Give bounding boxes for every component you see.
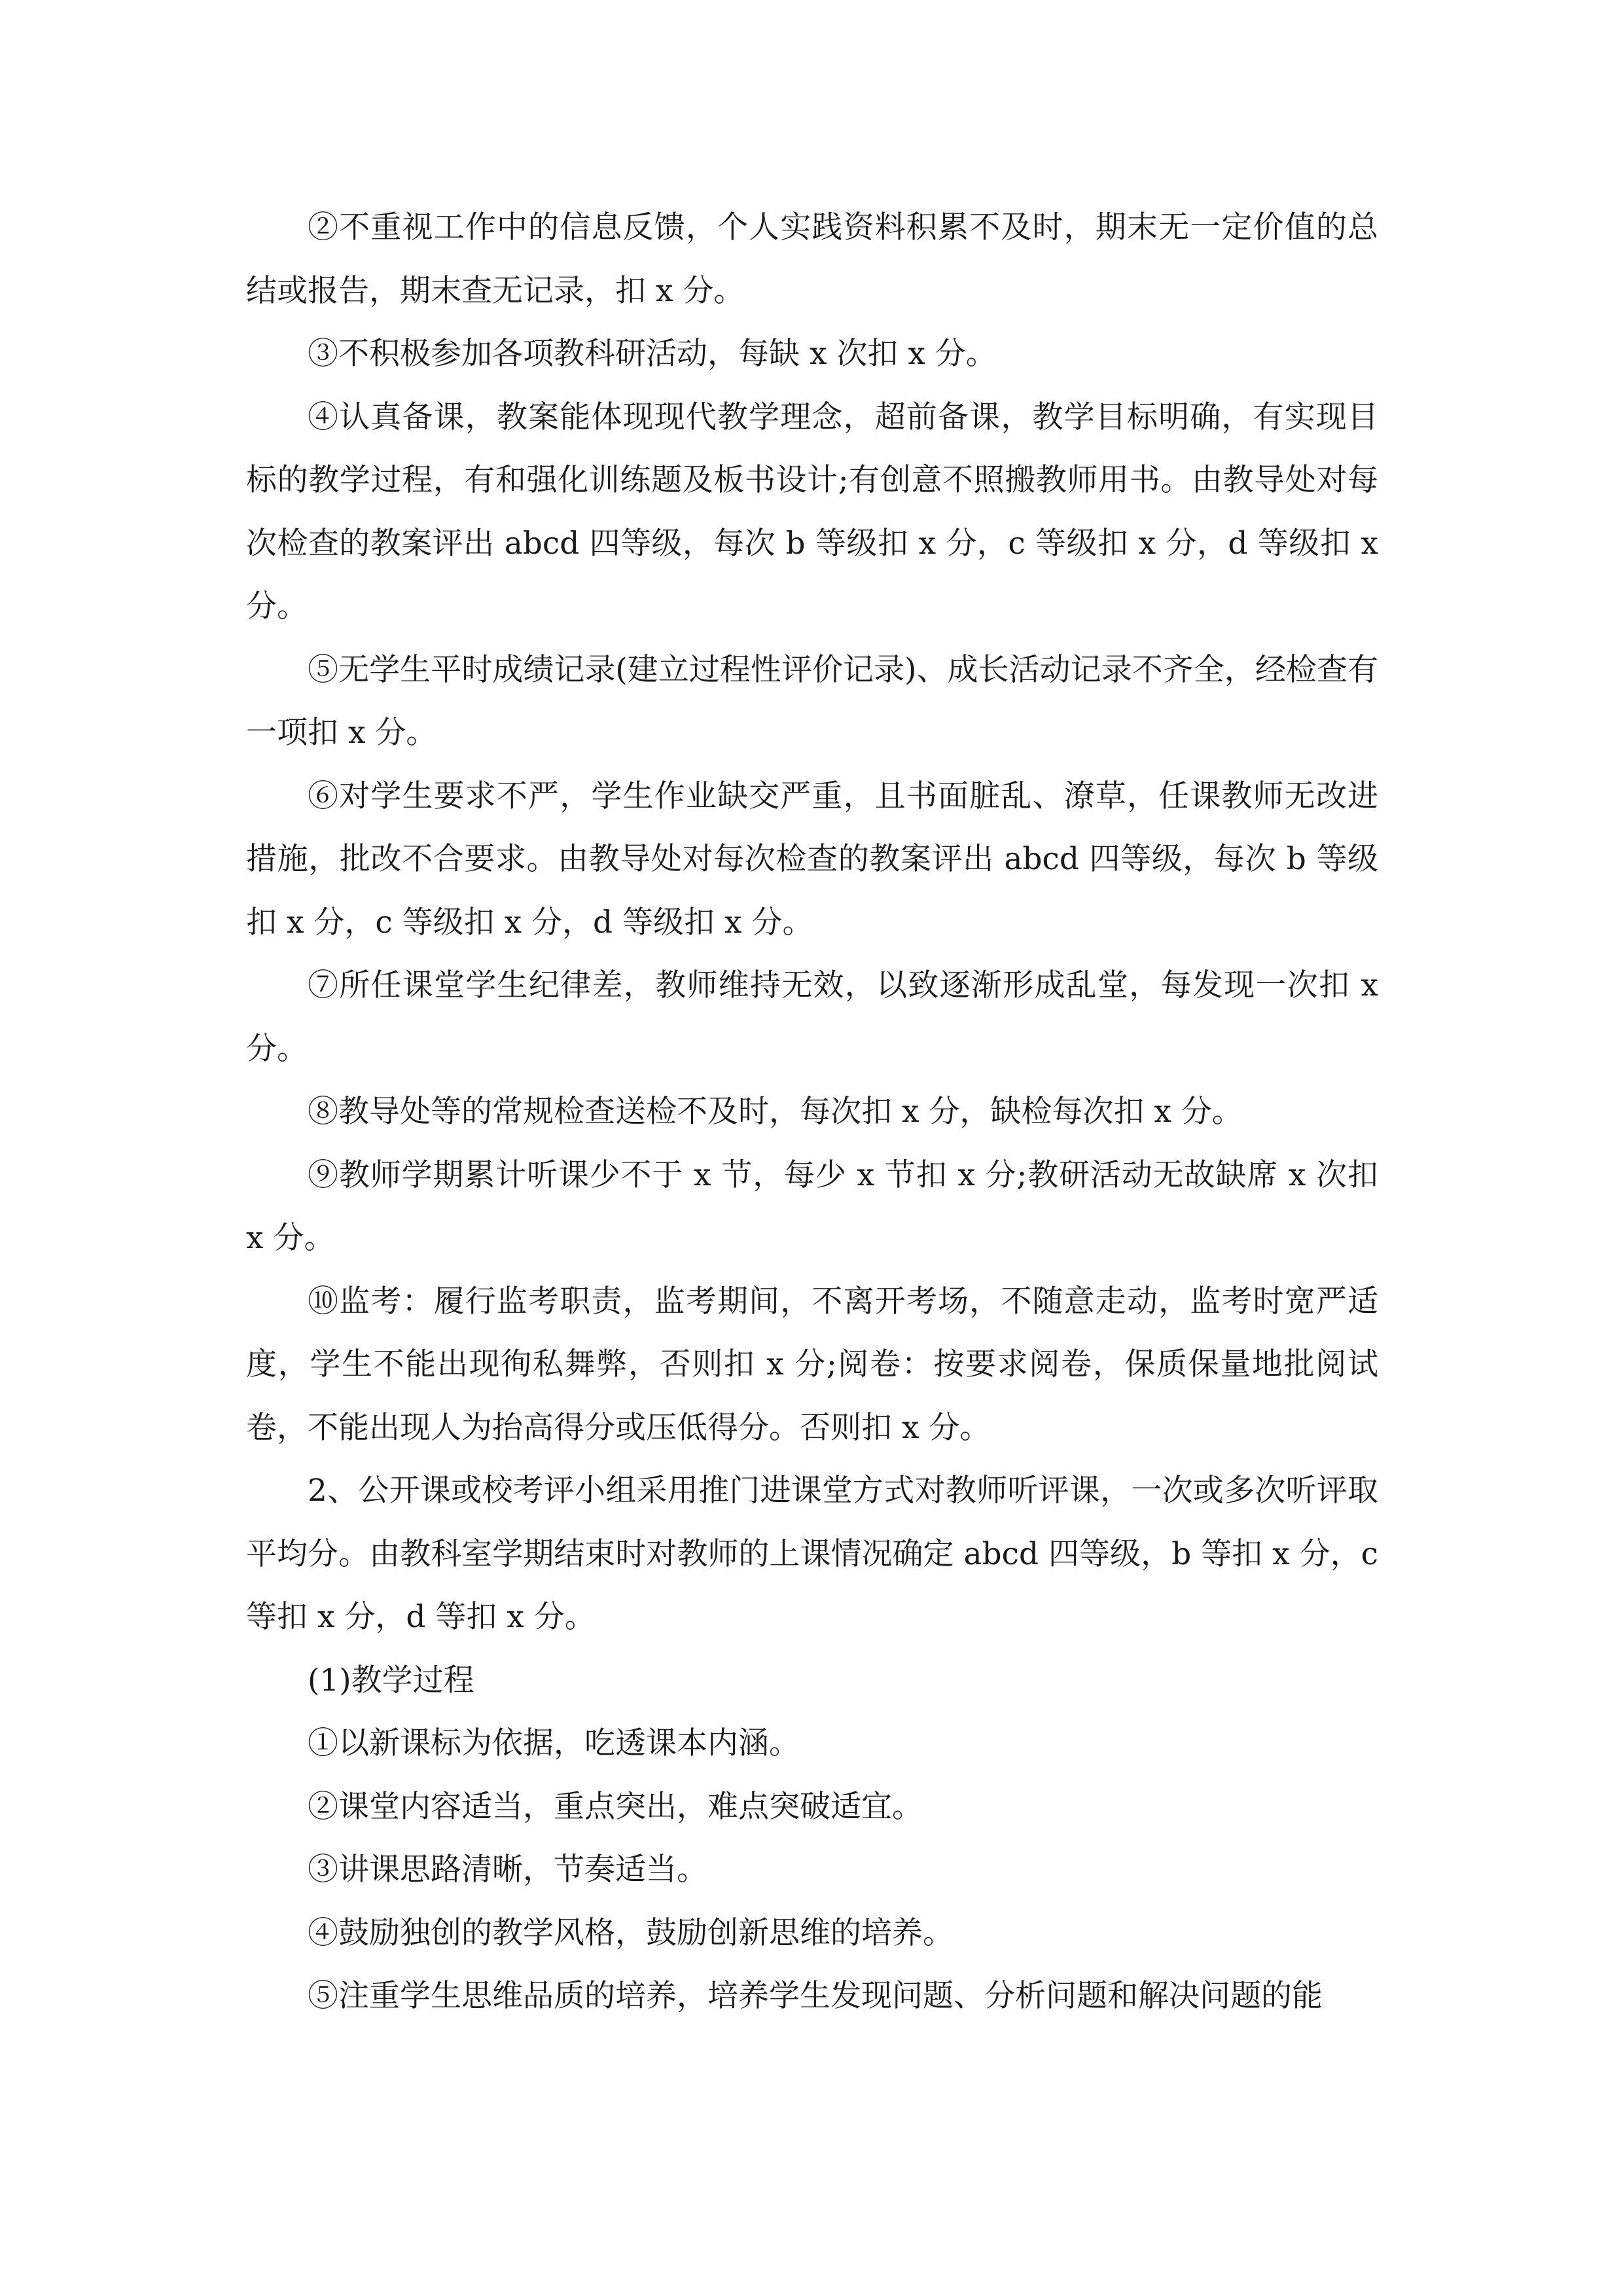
paragraph-item-7-discipline: ⑦所任课堂学生纪律差，教师维持无效，以致逐渐形成乱堂，每发现一次扣 x 分。 (246, 967, 1378, 1067)
paragraph-item-8-inspection: ⑧教导处等的常规检查送检不及时，每次扣 x 分，缺检每次扣 x 分。 (308, 1094, 1243, 1130)
paragraph-item-3-research: ③不积极参加各项教科研活动，每缺 x 次扣 x 分。 (308, 336, 997, 372)
paragraph-process-4: ④鼓励独创的教学风格，鼓励创新思维的培养。 (308, 1914, 954, 1951)
paragraph-item-9-observation: ⑨教师学期累计听课少不于 x 节，每少 x 节扣 x 分;教研活动无故缺席 x 次扣 x 分。 (246, 1157, 1378, 1256)
document-body (246, 196, 1378, 2028)
paragraph-process-5: ⑤注重学生思维品质的培养，培养学生发现问题、分析问题和解决问题的能 (308, 1978, 1323, 2014)
paragraph-item-4-lesson-prep: ④认真备课，教案能体现现代教学理念，超前备课，教学目标明确，有实现目标的教学过程，有和强化训练题及板书设计;有创意不照搬教师用书。由教导处对每次检查的教案评出 abcd 四等级，每次 b 等级扣 x 分，c 等级扣 x 分，d 等级扣 x 分。 (246, 399, 1378, 624)
paragraph-process-1: ①以新课标为依据，吃透课本内涵。 (308, 1725, 800, 1761)
paragraph-process-2: ②课堂内容适当，重点突出，难点突破适宜。 (308, 1788, 923, 1825)
paragraph-section-2-open-class: 2、公开课或校考评小组采用推门进课堂方式对教师听评课，一次或多次听评取平均分。由教科室学期结束时对教师的上课情况确定 abcd 四等级，b 等扣 x 分，c 等扣 x 分，d 等扣 x 分。 (246, 1473, 1378, 1635)
subheading-teaching-process: (1)教学过程 (308, 1662, 474, 1698)
paragraph-item-6-homework: ⑥对学生要求不严，学生作业缺交严重，且书面脏乱、潦草，任课教师无改进措施，批改不合要求。由教导处对每次检查的教案评出 abcd 四等级，每次 b 等级扣 x 分，c 等级扣 x 分，d 等级扣 x 分。 (246, 778, 1378, 941)
paragraph-process-3: ③讲课思路清晰，节奏适当。 (308, 1852, 707, 1888)
paragraph-item-5-records: ⑤无学生平时成绩记录(建立过程性评价记录)、成长活动记录不齐全，经检查有一项扣 x 分。 (246, 651, 1378, 751)
paragraph-item-2-feedback: ②不重视工作中的信息反馈，个人实践资料积累不及时，期末无一定价值的总结或报告，期末查无记录，扣 x 分。 (246, 209, 1378, 309)
paragraph-item-10-invigilation: ⑩监考：履行监考职责，监考期间，不离开考场，不随意走动，监考时宽严适度，学生不能出现徇私舞弊，否则扣 x 分;阅卷：按要求阅卷，保质保量地批阅试卷，不能出现人为抬高得分或压低得分。否则扣 x 分。 (246, 1283, 1378, 1446)
